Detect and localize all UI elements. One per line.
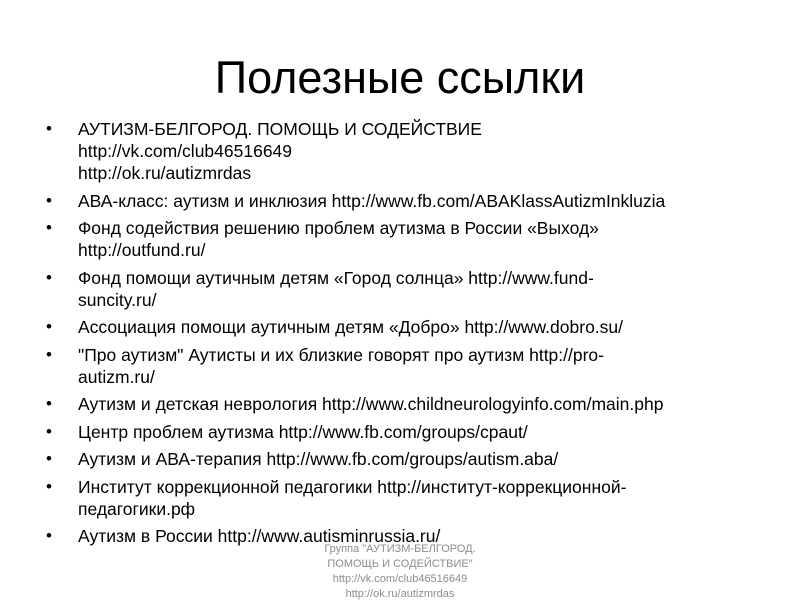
bullet-icon: • <box>46 449 52 468</box>
watermark-footer <box>300 542 500 602</box>
list-item <box>40 316 770 338</box>
link-url[interactable]: http://vk.com/club46516649 <box>78 141 293 161</box>
link-url[interactable]: http://ok.ru/autizmrdas <box>78 163 252 183</box>
list-item <box>40 190 770 212</box>
bullet-icon: • <box>46 190 52 210</box>
links-list <box>40 118 770 553</box>
list-item <box>40 118 770 184</box>
link-text[interactable]: Институт коррекционной педагогики http://институт-коррекционной- <box>78 476 627 497</box>
link-url[interactable]: http://outfund.ru/ <box>78 240 206 260</box>
link-text[interactable]: Фонд помощи аутичным детям «Город солнца» http://www.fund- <box>78 267 594 288</box>
link-text[interactable]: Аутизм и АВА-терапия http://www.fb.com/groups/autism.aba/ <box>78 449 559 469</box>
page-title: Полезные ссылки <box>214 52 586 103</box>
link-text[interactable]: Центр проблем аутизма http://www.fb.com/groups/cpaut/ <box>78 421 528 442</box>
bullet-icon: • <box>46 394 52 413</box>
bullet-icon: • <box>46 526 52 545</box>
footer-line: http://ok.ru/autizmrdas <box>345 588 455 600</box>
link-url[interactable]: suncity.ru/ <box>78 289 157 310</box>
link-text[interactable]: Ассоциация помощи аутичным детям «Добро» http://www.dobro.su/ <box>78 317 624 337</box>
bullet-icon: • <box>46 317 52 336</box>
bullet-icon: • <box>46 421 52 441</box>
list-item <box>40 476 770 520</box>
list-item <box>40 267 770 311</box>
footer-line: Группа "АУТИЗМ-БЕЛГОРОД. <box>324 543 476 555</box>
link-text[interactable]: "Про аутизм" Аутисты и их близкие говорят про аутизм http://pro- <box>78 344 604 365</box>
list-item <box>40 344 770 388</box>
link-text: АУТИЗМ-БЕЛГОРОД. ПОМОЩЬ И СОДЕЙСТВИЕ <box>78 119 482 139</box>
list-item <box>40 421 770 443</box>
link-text: Фонд содействия решению проблем аутизма в России «Выход» <box>78 218 599 238</box>
link-text[interactable]: Аутизм и детская неврология http://www.childneurologyinfo.com/main.php <box>78 394 664 414</box>
bullet-icon: • <box>46 344 52 364</box>
bullet-icon: • <box>46 218 52 237</box>
footer-line: http://vk.com/club46516649 <box>332 573 468 585</box>
link-url[interactable]: autizm.ru/ <box>78 366 155 387</box>
list-item <box>40 217 770 261</box>
link-url[interactable]: педагогики.рф <box>78 498 196 519</box>
bullet-icon: • <box>46 119 52 138</box>
bullet-icon: • <box>46 267 52 287</box>
link-text[interactable]: Аутизм в России http://www.autisminrussia.ru/ <box>78 526 441 546</box>
list-item <box>40 393 770 415</box>
bullet-icon: • <box>46 476 52 496</box>
link-text[interactable]: АВА-класс: аутизм и инклюзия http://www.fb.com/ABAKlassAutizmInkluzia <box>78 190 666 211</box>
list-item <box>40 448 770 470</box>
footer-line: ПОМОЩЬ И СОДЕЙСТВИЕ" <box>327 558 473 570</box>
